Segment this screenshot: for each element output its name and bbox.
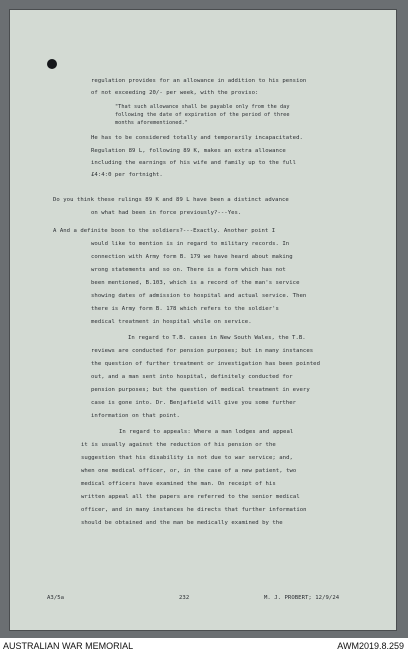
question-line: A And a definite boon to the soldiers?---Exactly. Another point I xyxy=(53,228,276,234)
text-line: including the earnings of his wife and family up to the full xyxy=(91,160,297,166)
text-line: wrong statements and so on. There is a form which has not xyxy=(91,267,286,273)
text-line: been mentioned, B.103, which is a record of the man's service xyxy=(91,280,300,286)
text-line: £4:4:0 per fortnight. xyxy=(91,172,163,178)
text-line: medical treatment in hospital while on service. xyxy=(91,319,252,325)
attribution-source: AUSTRALIAN WAR MEMORIAL xyxy=(3,641,134,651)
text-line: suggestion that his disability is not due to war service; and, xyxy=(81,455,293,461)
paragraph-start-line: In regard to appeals: Where a man lodges and appeal xyxy=(119,429,294,435)
text-line: information on that point. xyxy=(91,413,180,419)
text-line: case is gone into. Dr. Benjafield will give you some further xyxy=(91,400,297,406)
text-line: showing dates of admission to hospital and actual service. Then xyxy=(91,293,307,299)
text-line: should be obtained and the man be medically examined by the xyxy=(81,520,283,526)
text-line: would like to mention is in regard to military records. In xyxy=(91,241,290,247)
text-line: medical officers have examined the man. On receipt of his xyxy=(81,481,276,487)
quoted-line: "That such allowance shall be payable only from the day xyxy=(115,104,290,110)
footer-typist-date: M. J. PROBERT; 12/9/24 xyxy=(264,595,340,601)
text-line: written appeal all the papers are referred to the senior medical xyxy=(81,494,300,500)
text-line: regulation provides for an allowance in addition to his pension xyxy=(91,78,307,84)
text-line: pension purposes; but the question of medical treatment in every xyxy=(91,387,310,393)
punch-hole xyxy=(47,59,57,69)
attribution-id: AWM2019.8.259 xyxy=(337,641,404,651)
text-line: when one medical officer, or, in the case of a new patient, two xyxy=(81,468,297,474)
text-line: on what had been in force previously?---Yes. xyxy=(91,210,242,216)
text-line: He has to be considered totally and temporarily incapacitated. xyxy=(91,135,303,141)
text-line: there is Army form B. 178 which refers to the soldier's xyxy=(91,306,279,312)
footer-file-ref: A3/5a xyxy=(47,595,65,601)
text-line: it is usually against the reduction of his pension or the xyxy=(81,442,276,448)
text-line: connection with Army form B. 179 we have heard about making xyxy=(91,254,293,260)
text-line: reviews are conducted for pension purposes; but in many instances xyxy=(91,348,314,354)
text-line: out, and a man sent into hospital, definitely conducted for xyxy=(91,374,293,380)
footer-page-number: 232 xyxy=(179,595,190,601)
question-line: Do you think these rulings 89 K and 89 L have been a distinct advance xyxy=(53,197,289,203)
text-line: of not exceeding 20/- per week, with the proviso: xyxy=(91,90,259,96)
quoted-line: months aforementioned." xyxy=(115,120,188,126)
quoted-line: following the date of expiration of the period of three xyxy=(115,112,290,118)
typewritten-sheet xyxy=(9,9,397,631)
text-line: the question of further treatment or investigation has been pointed xyxy=(91,361,320,367)
text-line: Regulation 89 L, following 89 K, makes an extra allowance xyxy=(91,148,286,154)
text-line: officer, and in many instances he directs that further information xyxy=(81,507,307,513)
attribution-bar xyxy=(0,638,408,653)
paragraph-start-line: In regard to T.B. cases in New South Wales, the T.B. xyxy=(128,335,306,341)
